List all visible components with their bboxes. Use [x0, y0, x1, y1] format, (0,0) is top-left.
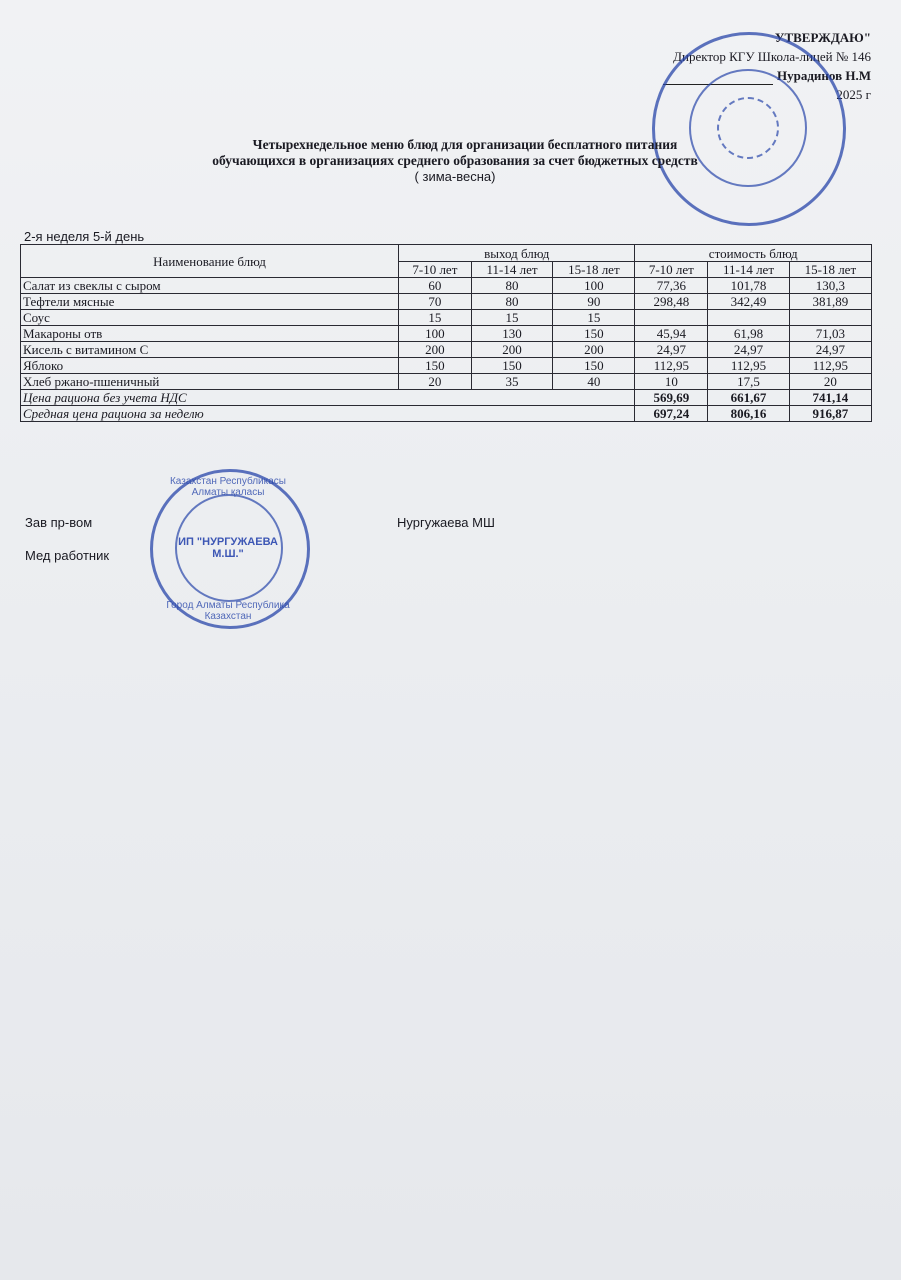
cost-cell: 342,49: [708, 294, 790, 310]
dish-name: Тефтели мясные: [21, 294, 399, 310]
output-cell: 40: [553, 374, 635, 390]
cost-cell: 298,48: [635, 294, 708, 310]
output-cell: 90: [553, 294, 635, 310]
role-medical: Мед работник: [25, 548, 110, 563]
table-row: [21, 358, 872, 374]
menu-table: [20, 244, 872, 422]
table-row: [21, 342, 872, 358]
approval-position: Директор КГУ Школа-лицей № 146: [673, 49, 871, 64]
total-row: [21, 390, 872, 406]
header-age: 7-10 лет: [399, 262, 472, 278]
ip-stamp: [150, 469, 310, 629]
cost-cell: 24,97: [635, 342, 708, 358]
cost-cell: 20: [789, 374, 871, 390]
cost-cell: 17,5: [708, 374, 790, 390]
name-production: Нургужаева МШ: [397, 515, 495, 530]
document-title: [20, 137, 890, 185]
cost-cell: 112,95: [789, 358, 871, 374]
output-cell: 20: [399, 374, 472, 390]
output-cell: 130: [471, 326, 553, 342]
cost-cell: [708, 310, 790, 326]
cost-cell: 45,94: [635, 326, 708, 342]
output-cell: 35: [471, 374, 553, 390]
cost-cell: 24,97: [708, 342, 790, 358]
cost-cell: 10: [635, 374, 708, 390]
title-season: ( зима-весна): [414, 169, 496, 184]
total-value: 569,69: [635, 390, 708, 406]
total-label: Средная цена рациона за неделю: [21, 406, 635, 422]
stamp-ip-name: ИП "НУРГУЖАЕВА М.Ш.": [178, 536, 278, 560]
output-cell: 80: [471, 278, 553, 294]
output-cell: 70: [399, 294, 472, 310]
cost-cell: 71,03: [789, 326, 871, 342]
total-value: 916,87: [789, 406, 871, 422]
cost-cell: [635, 310, 708, 326]
output-cell: 60: [399, 278, 472, 294]
cost-cell: [789, 310, 871, 326]
total-row: [21, 406, 872, 422]
header-cost: стоимость блюд: [635, 245, 872, 262]
school-stamp: [652, 32, 846, 226]
output-cell: 15: [399, 310, 472, 326]
output-cell: 150: [553, 358, 635, 374]
cost-cell: 130,3: [789, 278, 871, 294]
cost-cell: 112,95: [635, 358, 708, 374]
cost-cell: 112,95: [708, 358, 790, 374]
output-cell: 150: [471, 358, 553, 374]
stamp-ring-top: Казахстан Республикасы Алматы қаласы: [169, 476, 286, 498]
total-value: 741,14: [789, 390, 871, 406]
table-row: [21, 278, 872, 294]
header-age: 15-18 лет: [789, 262, 871, 278]
header-name: Наименование блюд: [21, 245, 399, 278]
cost-cell: 61,98: [708, 326, 790, 342]
approval-date: 2025 г: [836, 87, 871, 102]
cost-cell: 101,78: [708, 278, 790, 294]
output-cell: 15: [471, 310, 553, 326]
approval-name: Нурадинов Н.М: [777, 68, 871, 83]
dish-name: Салат из свеклы с сыром: [21, 278, 399, 294]
dish-name: Яблоко: [21, 358, 399, 374]
header-age: 11-14 лет: [708, 262, 790, 278]
header-output: выход блюд: [399, 245, 635, 262]
title-line1: Четырехнедельное меню блюд для организации бесплатного питания: [252, 137, 678, 152]
role-production: Зав пр-вом: [25, 515, 93, 530]
header-age: 15-18 лет: [553, 262, 635, 278]
output-cell: 150: [399, 358, 472, 374]
output-cell: 150: [553, 326, 635, 342]
dish-name: Макароны отв: [21, 326, 399, 342]
output-cell: 80: [471, 294, 553, 310]
output-cell: 200: [399, 342, 472, 358]
stamp-ring-bottom: Город Алматы Республика Казахстан: [166, 600, 290, 622]
dish-name: Соус: [21, 310, 399, 326]
cost-cell: 24,97: [789, 342, 871, 358]
cost-cell: 381,89: [789, 294, 871, 310]
table-row: [21, 294, 872, 310]
total-value: 661,67: [708, 390, 790, 406]
output-cell: 200: [553, 342, 635, 358]
total-value: 697,24: [635, 406, 708, 422]
output-cell: 15: [553, 310, 635, 326]
cost-cell: 77,36: [635, 278, 708, 294]
table-row: [21, 310, 872, 326]
signature-row-1: [25, 515, 92, 530]
signature-row-2: [25, 548, 109, 563]
dish-name: Хлеб ржано-пшеничный: [21, 374, 399, 390]
header-age: 11-14 лет: [471, 262, 553, 278]
signature-name-1: [397, 515, 495, 530]
dish-name: Кисель с витамином С: [21, 342, 399, 358]
header-age: 7-10 лет: [635, 262, 708, 278]
table-row: [21, 326, 872, 342]
output-cell: 100: [399, 326, 472, 342]
week-day-label: 2-я неделя 5-й день: [24, 229, 145, 244]
total-value: 806,16: [708, 406, 790, 422]
output-cell: 100: [553, 278, 635, 294]
total-label: Цена рациона без учета НДС: [21, 390, 635, 406]
approval-head: УТВЕРЖДАЮ": [774, 30, 871, 45]
output-cell: 200: [471, 342, 553, 358]
table-row: [21, 374, 872, 390]
title-line2: обучающихся в организациях среднего образования за счет бюджетных средств: [212, 153, 698, 168]
